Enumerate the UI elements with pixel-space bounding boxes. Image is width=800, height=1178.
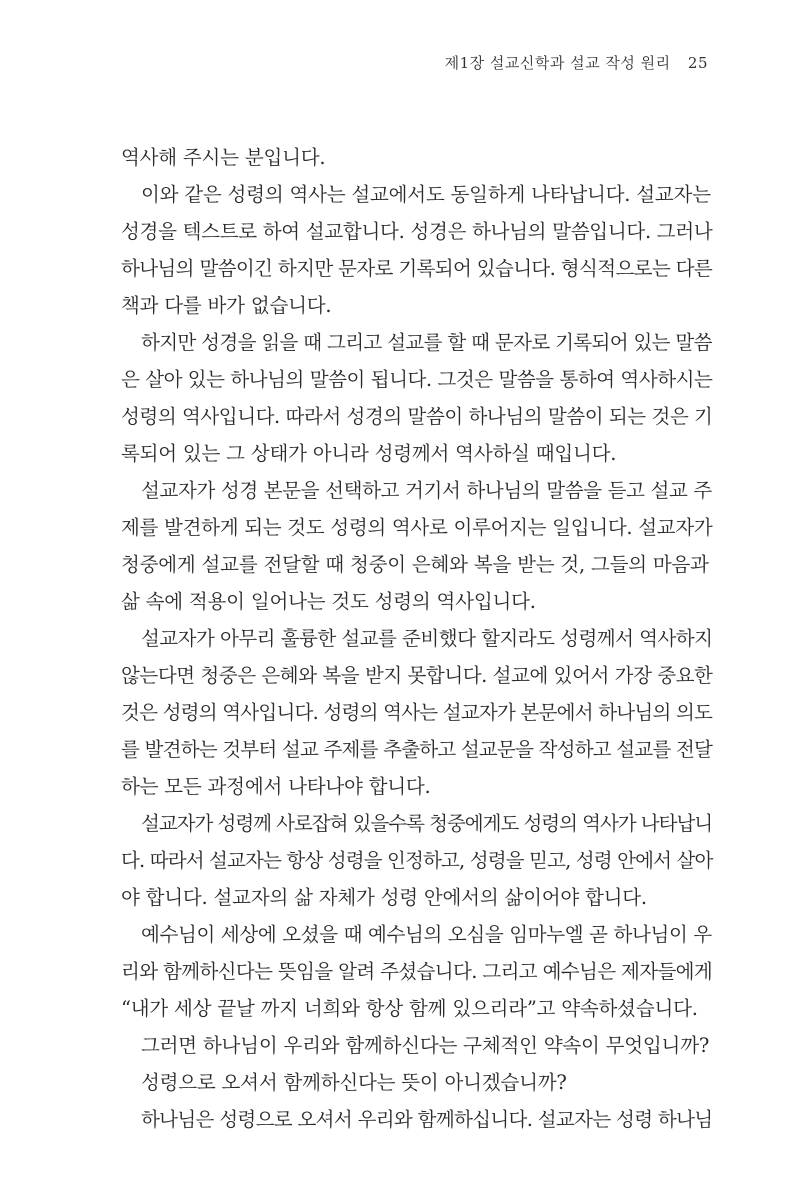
text-line: 것은 성령의 역사입니다. 성령의 역사는 설교자가 본문에서 하나님의 의도	[121, 701, 713, 724]
body-text	[121, 139, 712, 1138]
text-line: 하나님의 말씀이긴 하지만 문자로 기록되어 있습니다. 형식적으로는 다른	[121, 257, 713, 280]
text-line: 그러면 하나님이 우리와 함께하신다는 구체적인 약속이 무엇입니까?	[141, 1034, 710, 1057]
text-line: “내가 세상 끝날 까지 너희와 항상 함께 있으리라”고 약속하셨습니다.	[121, 997, 698, 1020]
text-line: 설교자가 성령께 사로잡혀 있을수록 청중에게도 성령의 역사가 나타납니	[141, 812, 713, 835]
text-line: 역사해 주시는 분입니다.	[121, 146, 326, 169]
text-line: 리와 함께하신다는 뜻임을 알려 주셨습니다. 그리고 예수님은 제자들에게	[121, 960, 713, 983]
chapter-title: 제1장 설교신학과 설교 작성 원리	[444, 54, 671, 72]
text-line: 하나님은 성령으로 오셔서 우리와 함께하십니다. 설교자는 성령 하나님	[141, 1108, 713, 1131]
text-line: 은 살아 있는 하나님의 말씀이 됩니다. 그것은 말씀을 통하여 역사하시는	[121, 368, 713, 391]
text-line: 책과 다를 바가 없습니다.	[121, 294, 332, 317]
text-line: 다. 따라서 설교자는 항상 성령을 인정하고, 성령을 믿고, 성령 안에서 살아	[121, 849, 713, 872]
text-line: 록되어 있는 그 상태가 아니라 성령께서 역사하실 때입니다.	[121, 442, 617, 465]
text-line: 하는 모든 과정에서 나타나야 합니다.	[121, 775, 431, 798]
text-line: 청중에게 설교를 전달할 때 청중이 은혜와 복을 받는 것, 그들의 마음과	[121, 553, 709, 576]
text-line: 설교자가 아무리 훌륭한 설교를 준비했다 할지라도 성령께서 역사하지	[141, 627, 713, 650]
page-number: 25	[687, 54, 708, 72]
text-line: 성경을 텍스트로 하여 설교합니다. 성경은 하나님의 말씀입니다. 그러나	[121, 220, 713, 243]
text-line: 설교자가 성경 본문을 선택하고 거기서 하나님의 말씀을 듣고 설교 주	[141, 479, 712, 502]
text-line: 를 발견하는 것부터 설교 주제를 추출하고 설교문을 작성하고 설교를 전달	[121, 738, 713, 761]
text-line: 예수님이 세상에 오셨을 때 예수님의 오심을 임마누엘 곧 하나님이 우	[141, 923, 712, 946]
text-line: 제를 발견하게 되는 것도 성령의 역사로 이루어지는 일입니다. 설교자가	[121, 516, 713, 539]
text-line: 삶 속에 적용이 일어나는 것도 성령의 역사입니다.	[121, 590, 536, 613]
text-line: 하지만 성경을 읽을 때 그리고 설교를 할 때 문자로 기록되어 있는 말씀	[141, 331, 712, 354]
running-header	[445, 52, 708, 73]
text-line: 않는다면 청중은 은혜와 복을 받지 못합니다. 설교에 있어서 가장 중요한	[121, 664, 713, 687]
text-line: 야 합니다. 설교자의 삶 자체가 성령 안에서의 삶이어야 합니다.	[121, 886, 647, 909]
text-line: 성령으로 오셔서 함께하신다는 뜻이 아니겠습니까?	[141, 1071, 567, 1094]
text-line: 이와 같은 성령의 역사는 설교에서도 동일하게 나타납니다. 설교자는	[141, 183, 711, 206]
text-line: 성령의 역사입니다. 따라서 성경의 말씀이 하나님의 말씀이 되는 것은 기	[121, 405, 713, 428]
